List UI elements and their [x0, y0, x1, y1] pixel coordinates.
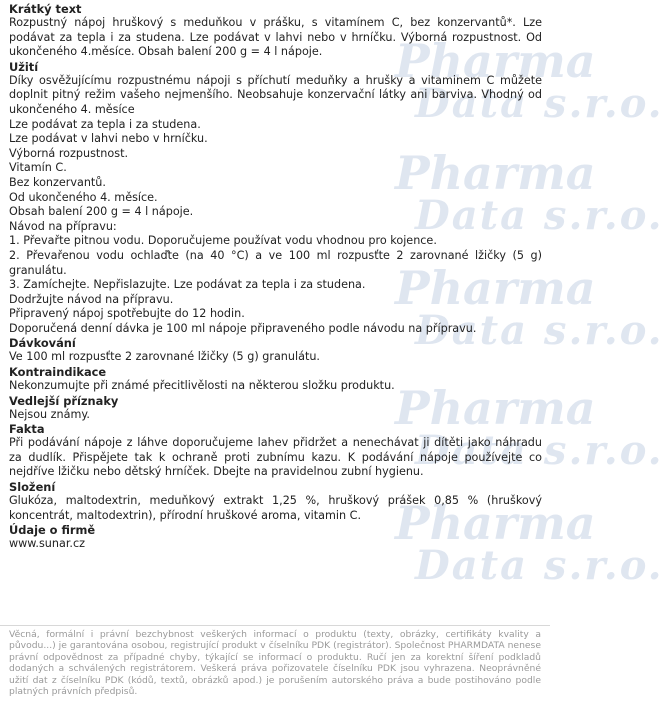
heading-company: Údaje o firmě	[9, 523, 96, 538]
composition-body: Glukóza, maltodextrin, meduňkový extrakt 1,25 %, hruškový prášek 0,85 % (hruškový koncentrát, maltodextrin), přírodní hruškové aroma, vitamin C.	[9, 494, 542, 522]
usage-intro: Díky osvěžujícímu rozpustnému nápoji s příchutí meduňky a hrušky a vitaminem C můžete doplnit pitný režim vašeho nejmenšího. Neobsahuje konzervační látky ani barviva. Vhodný od ukončeného 4. měsíce	[9, 73, 542, 116]
usage-line: Od ukončeného 4. měsíce.	[9, 190, 158, 204]
heading-facts: Fakta	[9, 422, 45, 437]
company-website-link[interactable]: www.sunar.cz	[9, 537, 85, 551]
section-dosage	[9, 336, 542, 365]
heading-contraindications: Kontraindikace	[9, 365, 107, 380]
usage-line: Obsah balení 200 g = 4 l nápoje.	[9, 205, 194, 219]
watermark-line2: Data s.r.o.	[415, 542, 664, 589]
section-facts	[9, 422, 542, 480]
heading-composition: Složení	[9, 480, 56, 495]
usage-line: Lze podávat za tepla i za studena.	[9, 117, 201, 131]
usage-step-2: 2. Převařenou vodu ochlaďte (na 40 °C) a ve 100 ml rozpusťte 2 zarovnané lžičky (5 g) granulátu.	[9, 248, 542, 277]
facts-body: Při podávání nápoje z láhve doporučujeme lahev přidržet a nenechávat ji dítěti jako náhradu za dudlík. Přispějete tak k ochraně proti zubnímu kazu. K podávání nápoje používejte co nejdříve lžičku nebo dětský hrníček. Dbejte na pravidelnou zubní hygienu.	[9, 436, 542, 479]
section-composition	[9, 480, 542, 523]
watermark-line2: Data s.r.o.	[415, 427, 664, 474]
watermark-line2: Data s.r.o.	[415, 80, 664, 127]
section-usage	[9, 60, 542, 337]
section-side-effects	[9, 394, 542, 423]
usage-line: Vitamín C.	[9, 161, 67, 175]
side-effects-body: Nejsou známy.	[9, 407, 90, 421]
watermark-line1: Pharma	[395, 381, 596, 435]
dosage-body: Ve 100 ml rozpusťte 2 zarovnané lžičky (5 g) granulátu.	[9, 350, 320, 364]
disclaimer-text: Věcná, formální i právní bezchybnost veškerých informací o produktu (texty, obrázky, certifikáty kvality a původu...) je garantována osobou, registrující produkt v číselníku PDK (registrátor). Společnost PHARMDATA nenese právní odpovědnost za případné chyby, týkající se informací o produktu. Ručí jen za korektní šíření podkladů dodaných a schválených registrátorem. Veškerá práva pořizovatele číselníku PDK jsou vyhrazena. Neoprávněné užití dat z číselníku PDK (kódů, textů, obrázků apod.) je porušením autorského práva a bude postihováno podle platných právních předpisů.	[9, 629, 541, 698]
contraindications-body: Nekonzumujte při známé přecitlivělosti na některou složku produktu.	[9, 379, 395, 393]
watermark-line1: Pharma	[395, 146, 596, 200]
heading-usage: Užití	[9, 59, 39, 74]
usage-line: 3. Zamíchejte. Nepřislazujte. Lze podávat za tepla i za studena.	[9, 278, 366, 292]
short-text-body: Rozpustný nápoj hruškový s meduňkou v prášku, s vitamínem C, bez konzervantů*. Lze podávat za tepla i za studena. Lze podávat v lahvi nebo v hrníčku. Výborná rozpustnost. Od ukončeného 4.měsíce. Obsah balení 200 g = 4 l nápoje.	[9, 16, 542, 59]
usage-line: Připravený nápoj spotřebujte do 12 hodin.	[9, 307, 245, 321]
usage-line: Lze podávat v lahvi nebo v hrníčku.	[9, 132, 208, 146]
usage-line: Dodržujte návod na přípravu.	[9, 292, 174, 306]
watermark-line1: Pharma	[395, 261, 596, 315]
heading-dosage: Dávkování	[9, 336, 76, 351]
section-contraindications	[9, 365, 542, 394]
usage-line: Doporučená denní dávka je 100 ml nápoje připraveného podle návodu na přípravu.	[9, 321, 477, 335]
heading-side-effects: Vedlejší příznaky	[9, 393, 119, 408]
section-company	[9, 523, 542, 552]
watermark-line1: Pharma	[395, 34, 596, 88]
usage-line: 1. Převařte pitnou vodu. Doporučujeme používat vodu vhodnou pro kojence.	[9, 234, 437, 248]
usage-line: Výborná rozpustnost.	[9, 146, 129, 160]
usage-line: Bez konzervantů.	[9, 175, 106, 189]
heading-short-text: Krátký text	[9, 2, 82, 16]
legal-disclaimer	[0, 625, 550, 697]
usage-line: Návod na přípravu:	[9, 219, 117, 233]
section-short-text	[9, 2, 542, 60]
watermark-line2: Data s.r.o.	[415, 307, 664, 354]
watermark-line1: Pharma	[395, 496, 596, 550]
watermark-line2: Data s.r.o.	[415, 192, 664, 239]
